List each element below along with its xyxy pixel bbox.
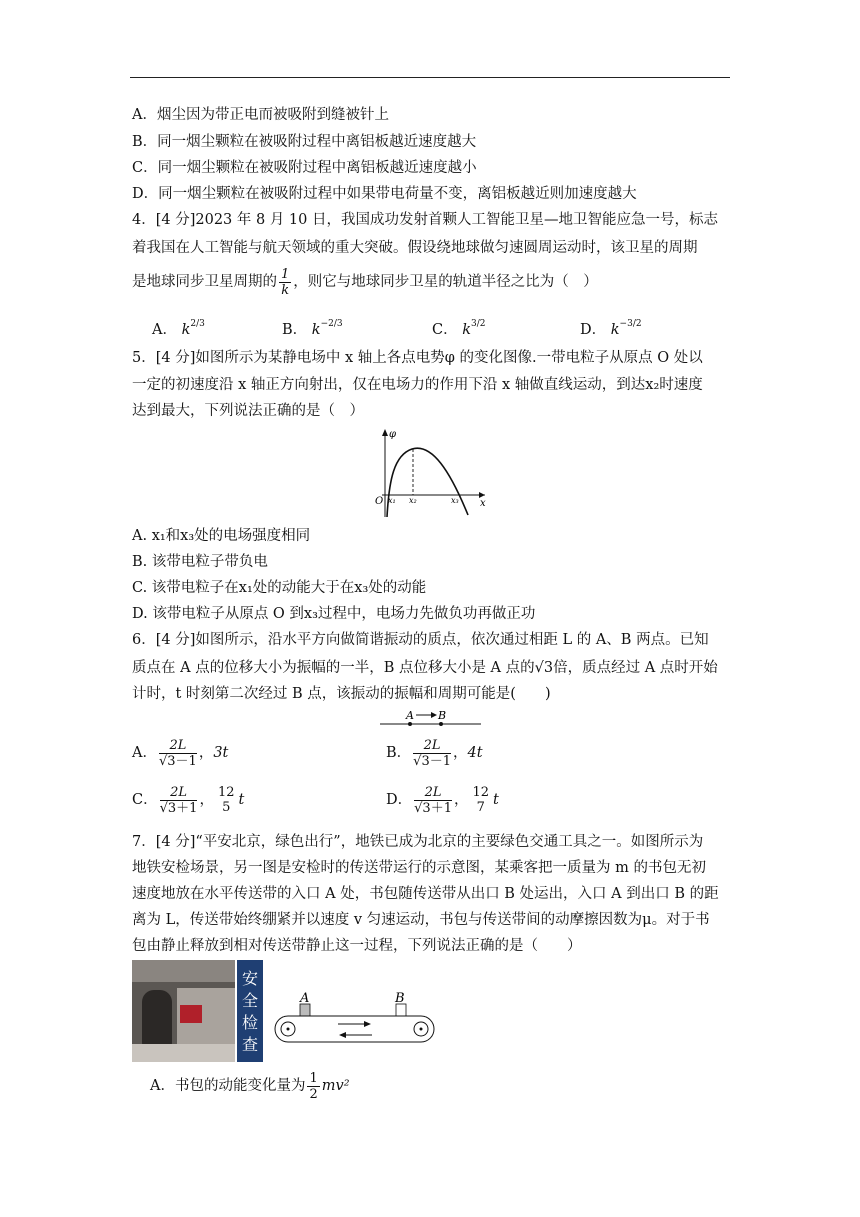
q6-option-c: C． $\frac{2L}{√3+1}$ ， 12 5 t (132, 784, 245, 816)
origin-label: O (375, 496, 384, 507)
q6-stem-line1: 6．[4 分]如图所示，沿水平方向做简谐振动的质点，依次通过相距 L 的 A、B 两点。已知 (132, 632, 709, 648)
tick-x3: x₃ (451, 496, 459, 505)
q5-option-a: A. x₁和x₃处的电场强度相同 (132, 528, 311, 544)
q4-option-d: D． $k^{-3/2}$ (580, 319, 642, 338)
q7-stem-line5: 包由静止释放到相对传送带静止这一过程，下列说法正确的是（ ） (132, 938, 582, 954)
q7-stem-line4: 离为 L，传送带始终绷紧并以速度 v 匀速运动，书包与传送带间的动摩擦因数为μ。对于书 (132, 912, 710, 928)
conveyor-belt-diagram (272, 988, 437, 1048)
q4-stem-line1: 4．[4 分]2023 年 8 月 10 日，我国成功发射首颗人工智能卫星—地卫智能应急一号，标志 (132, 212, 718, 228)
q4-stem-line3: 是地球同步卫星周期的 $\frac{1}{k}$ ，则它与地球同步卫星的轨道半径之比为（ ） (132, 266, 598, 298)
q3-option-d: D．同一烟尘颗粒在被吸附过程中如果带电荷量不变，离铝板越近则加速度越大 (132, 186, 637, 202)
y-axis-arrow (382, 429, 388, 436)
q7-stem-line3: 速度地放在水平传送带的入口 A 处，书包随传送带从出口 B 处运出，入口 A 到出口 B 的距 (132, 886, 719, 902)
label-b: B (395, 991, 405, 1006)
point-b (439, 722, 443, 726)
q5-option-b: B. 该带电粒子带负电 (132, 554, 268, 570)
label-b: B (438, 709, 447, 722)
label-a: A (300, 991, 310, 1006)
sign-char-2: 全 (241, 991, 258, 1010)
sign-char-1: 安 (241, 969, 258, 988)
q6-option-a: A． $\frac{2L}{√3-1}$ ，3t (132, 737, 229, 769)
direction-arrowhead (431, 712, 437, 718)
left-roller-axle (287, 1028, 290, 1031)
top-arrowhead (364, 1021, 371, 1027)
right-roller-axle (420, 1028, 423, 1031)
q6-stem-line3: 计时，t 时刻第二次经过 B 点，该振动的振幅和周期可能是( ) (132, 686, 551, 702)
q5-potential-graph (370, 425, 490, 520)
security-check-photo (132, 960, 235, 1062)
q4-option-c: C． $k^{3/2}$ (432, 319, 486, 338)
point-a (408, 722, 412, 726)
sign-char-3: 检 (241, 1013, 258, 1032)
q5-option-c: C. 该带电粒子在x₁处的动能大于在x₃处的动能 (132, 580, 427, 596)
q4-option-a: A． $k^{2/3}$ (152, 319, 205, 338)
q5-option-d: D. 该带电粒子从原点 O 到x₃过程中，电场力先做负功再做正功 (132, 606, 536, 622)
q4-fraction: $\frac{1}{k}$ (281, 266, 290, 298)
label-a: A (406, 709, 414, 722)
q6-ab-figure (378, 707, 483, 729)
q3-option-b: B．同一烟尘颗粒在被吸附过程中离铝板越近速度越大 (132, 134, 477, 150)
tick-x1: x₁ (388, 496, 396, 505)
bottom-arrowhead (339, 1032, 346, 1038)
sign-char-4: 查 (241, 1035, 258, 1054)
q3-option-a: A．烟尘因为带正电而被吸附到缝被针上 (132, 107, 389, 123)
q3-option-c: C．同一烟尘颗粒在被吸附过程中离铝板越近速度越小 (132, 160, 477, 176)
q6-option-d: D． $\frac{2L}{√3+1}$ ， 12 7 t (386, 784, 499, 816)
q5-stem-line3: 达到最大，下列说法正确的是（ ） (132, 403, 364, 419)
q7-stem-line1: 7．[4 分]“平安北京，绿色出行”，地铁已成为北京的主要绿色交通工具之一。如图所示为 (132, 834, 704, 850)
q4-stem-line2: 着我国在人工智能与航天领域的重大突破。假设绕地球做匀速圆周运动时，该卫星的周期 (132, 240, 698, 256)
q7-option-a: A．书包的动能变化量为 $\frac{1}{2}$ mv² (150, 1070, 350, 1102)
header-rule (130, 77, 730, 78)
security-sign (237, 960, 263, 1062)
q5-stem-line1: 5．[4 分]如图所示为某静电场中 x 轴上各点电势φ 的变化图像.一带电粒子从原点 O 处以 (132, 350, 703, 366)
q4-option-b: B． $k^{-2/3}$ (282, 319, 343, 338)
q6-option-b: B． $\frac{2L}{√3-1}$ ，4t (386, 737, 483, 769)
q5-stem-line2: 一定的初速度沿 x 轴正方向射出，仅在电场力的作用下沿 x 轴做直线运动，到达x₂时速度 (132, 377, 703, 393)
q6-stem-line2: 质点在 A 点的位移大小为振幅的一半，B 点位移大小是 A 点的√3倍，质点经过 A 点时开始 (132, 660, 718, 676)
x-axis-label: x (480, 498, 486, 509)
potential-curve (387, 448, 468, 517)
tick-x2: x₂ (409, 496, 417, 505)
y-axis-label: φ (389, 429, 397, 440)
q7-stem-line2: 地铁安检场景，另一图是安检时的传送带运行的示意图，某乘客把一质量为 m 的书包无初 (132, 860, 706, 876)
